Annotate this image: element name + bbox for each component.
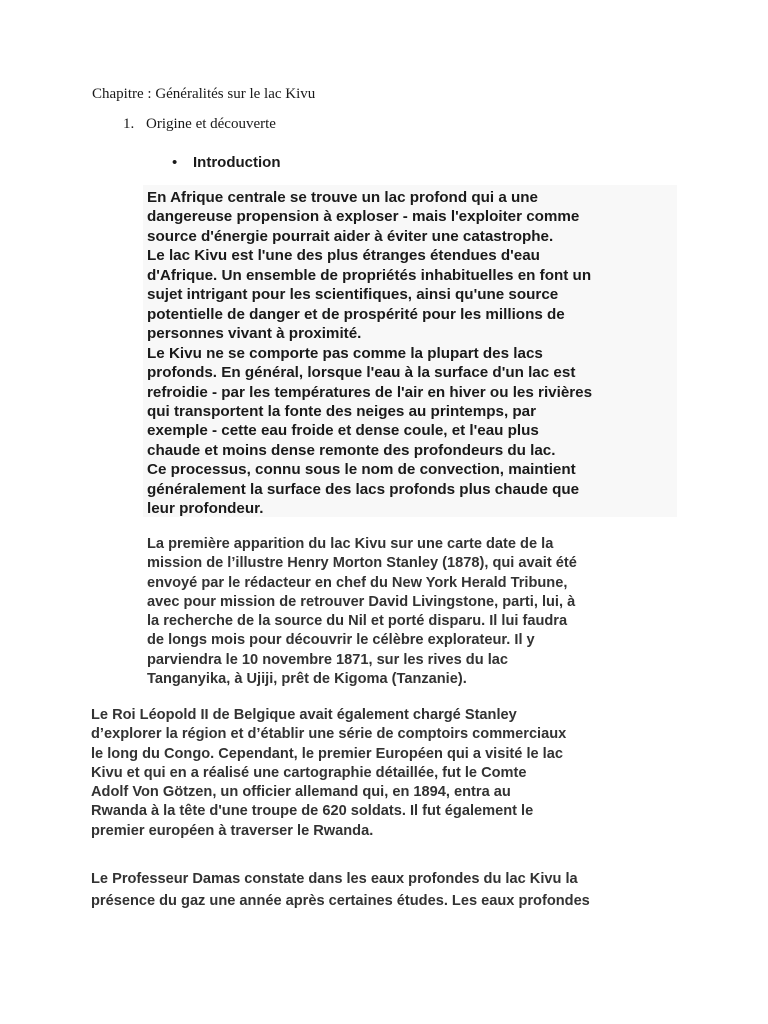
- intro-paragraph: En Afrique centrale se trouve un lac profond qui a une dangereuse propension à exploser - mais l'exploiter comme source d'énergie pourrait aider à éviter une catastrophe. Le lac Kivu est l'une des plus étranges étendues d'eau d'Afrique. Un ensemble de propriétés inhabituelles en font un sujet intrigant pour les scientifiques, ainsi qu'une source potentielle de danger et de prospérité pour les millions de personnes vivant à proximité. Le Kivu ne se comporte pas comme la plupart des lacs profonds. En général, lorsque l'eau à la surface d'un lac est refroidie - par les températures de l'air en hiver ou les rivières qui transportent la fonte des neiges au printemps, par exemple - cette eau froide et dense coule, et l'eau plus chaude et moins dense remonte des profondeurs du lac. Ce processus, connu sous le nom de convection, maintient généralement la surface des lacs profonds plus chaude que leur profondeur.: [147, 189, 593, 518]
- stanley-paragraph: La première apparition du lac Kivu sur une carte date de la mission de l’illustre Henry Morton Stanley (1878), qui avait été envoyé par le rédacteur en chef du New York Herald Tribune, avec pour mission de retrouver David Livingstone, parti, lui, à la recherche de la source du Nil et porté disparu. Il lui faudra de longs mois pour découvrir le célèbre explorateur. Il y parviendra le 10 novembre 1871, sur les rives du lac Tanganyika, à Ujiji, prêt de Kigoma (Tanzanie).: [147, 536, 577, 688]
- section-heading: [123, 116, 276, 133]
- section-title: Origine et découverte: [146, 116, 276, 132]
- section-number: 1.: [123, 116, 135, 132]
- damas-paragraph: Le Professeur Damas constate dans les eaux profondes du lac Kivu la présence du gaz une année après certaines études. Les eaux profondes: [91, 871, 590, 909]
- chapter-title: Chapitre : Généralités sur le lac Kivu: [92, 86, 316, 102]
- bullet-heading: [172, 154, 280, 171]
- bullet-icon: •: [172, 154, 178, 171]
- bullet-title: Introduction: [193, 154, 281, 171]
- leopold-paragraph: Le Roi Léopold II de Belgique avait également chargé Stanley d’explorer la région et d’établir une série de comptoirs commerciaux le long du Congo. Cependant, le premier Européen qui a visité le lac Kivu et qui en a réalisé une cartographie détaillée, fut le Comte Adolf Von Götzen, un officier allemand qui, en 1894, entra au Rwanda à la tête d'une troupe de 620 soldats. Il fut également le premier européen à traverser le Rwanda.: [91, 707, 567, 839]
